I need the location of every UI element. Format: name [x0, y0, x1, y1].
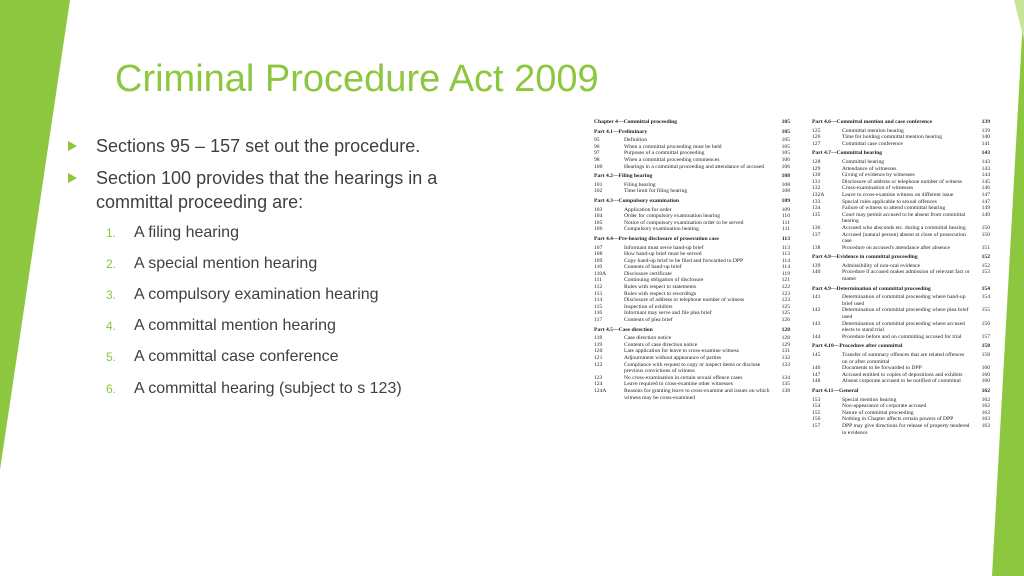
toc-page-number: 129: [781, 341, 790, 348]
toc-section-number: 104: [594, 213, 603, 220]
toc-entry: [594, 188, 790, 195]
toc-page-number: 138: [781, 387, 790, 394]
toc-entry: [594, 381, 790, 388]
toc-heading: [594, 173, 790, 180]
toc-entry: [812, 192, 990, 199]
toc-page-number: 143: [981, 158, 990, 165]
toc-section-number: 111: [594, 277, 602, 284]
bullet-text: Sections 95 – 157 set out the procedure.: [96, 136, 421, 156]
toc-section-title: Determination of committal proceeding where plea brief used: [842, 307, 969, 321]
toc-page-number: 121: [781, 277, 790, 284]
toc-section-title: Contents of plea brief: [624, 317, 673, 324]
toc-page-number: 153: [981, 269, 990, 276]
toc-section-number: 113: [594, 290, 603, 297]
toc-section-title: Transfer of summary offences that are related offences on or after committal: [842, 352, 965, 365]
toc-right-column: [812, 116, 990, 436]
toc-heading-text: Part 4.5—Case direction: [594, 326, 653, 333]
bullet-item: [68, 134, 468, 158]
toc-section-number: 118: [594, 335, 603, 342]
toc-section-title: Special mention hearing: [842, 396, 897, 403]
toc-entry: [594, 213, 790, 220]
toc-section-title: Committal case conference: [842, 140, 903, 147]
toc-entry: [594, 317, 790, 324]
toc-section-title: No cross-examination in certain sexual offence cases: [624, 374, 743, 381]
toc-section-number: 97: [594, 150, 600, 157]
toc-page-number: 106: [781, 163, 790, 170]
toc-section-title: Time for holding committal mention hearing: [842, 134, 943, 141]
toc-page-number: 108: [781, 188, 790, 195]
toc-entry: [812, 185, 990, 192]
toc-section-title: Court may permit accused to be absent from committal hearing: [842, 211, 966, 225]
toc-section-number: 134: [812, 205, 821, 212]
toc-page-number: 162: [981, 396, 990, 403]
list-number: 6.: [106, 382, 117, 396]
toc-section-title: Committal hearing: [842, 158, 885, 165]
toc-section-title: Absent corporate accused to be notified of committal: [842, 378, 961, 385]
slide-title: Criminal Procedure Act 2009: [115, 58, 599, 100]
toc-section-title: When a committal proceeding commences: [624, 156, 720, 163]
toc-heading-text: Part 4.10—Procedure after committal: [812, 343, 903, 350]
toc-section-title: Notice of compulsory examination order to be served: [624, 219, 744, 226]
toc-page-number: 160: [981, 378, 990, 385]
toc-page-number: 134: [781, 374, 790, 381]
toc-section-number: 127: [812, 140, 821, 147]
toc-page-number: 105: [781, 137, 790, 144]
toc-section-title: Copy hand-up brief to be filed and forwarded to DPP: [624, 257, 744, 264]
toc-section-title: Filing hearing: [624, 181, 656, 188]
hearing-text: A committal mention hearing: [134, 317, 336, 334]
toc-section-number: 115: [594, 303, 603, 310]
toc-heading-text: Part 4.3—Compulsory examination: [594, 197, 679, 204]
toc-heading-text: Part 4.2—Filing hearing: [594, 173, 653, 180]
toc-entry: [594, 137, 790, 144]
bullet-item: [68, 166, 468, 214]
toc-section-title: Nature of committal proceeding: [842, 409, 914, 416]
toc-section-number: 109: [594, 257, 603, 264]
toc-section-title: Non-appearance of corporate accused: [842, 403, 927, 410]
toc-entry: [812, 416, 990, 423]
toc-section-title: Nothing in Chapter affects certain powers of DPP: [842, 416, 954, 423]
toc-entry: [594, 348, 790, 355]
toc-heading: [812, 254, 990, 261]
toc-page-number: 163: [981, 409, 990, 416]
toc-section-title: Procedure before and on committing accused for trial: [842, 333, 962, 340]
toc-page-number: 147: [981, 191, 990, 198]
toc-section-number: 133: [812, 198, 821, 205]
toc-section-title: Disclosure of address or telephone number of witness: [842, 178, 963, 185]
toc-section-title: Procedure on accused's attendance after absence: [842, 244, 951, 251]
toc-page-number: 149: [981, 205, 990, 212]
toc-page-number: 114: [781, 264, 790, 271]
toc-page-number: 162: [981, 387, 990, 394]
toc-heading-text: Part 4.7—Committal hearing: [812, 150, 883, 157]
hearing-list-item: [106, 224, 239, 242]
toc-section-title: DPP may give directions for release of property tendered in evidence: [842, 422, 970, 436]
toc-page-number: 106: [781, 156, 790, 163]
toc-section-number: 116: [594, 310, 603, 317]
toc-entry: [594, 251, 790, 258]
toc-page-number: 113: [781, 244, 790, 251]
toc-entry: [812, 378, 990, 385]
toc-section-title: Hearings in a committal proceeding and attendance of accused: [624, 163, 765, 170]
toc-section-title: Compliance with request to copy or inspect items or disclose previous convictions of witness: [624, 361, 761, 375]
toc-page-number: 105: [781, 128, 790, 135]
toc-section-number: 112: [594, 284, 603, 291]
toc-section-number: 120: [594, 348, 603, 355]
toc-page-number: 156: [981, 320, 990, 327]
toc-heading-text: Chapter 4—Committal proceeding: [594, 119, 678, 125]
toc-section-number: 117: [594, 317, 603, 324]
list-number: 3.: [106, 288, 117, 302]
toc-heading: [594, 198, 790, 205]
toc-section-title: Disclosure of address or telephone number of witness: [624, 297, 745, 304]
toc-section-number: 132: [812, 185, 821, 192]
toc-heading-text: Part 4.9—Determination of committal proceeding: [812, 285, 931, 292]
toc-section-number: 155: [812, 409, 821, 416]
hearing-list-item: [106, 380, 402, 398]
toc-section-title: Disclosure certificate: [624, 270, 672, 277]
toc-page-number: 123: [781, 297, 790, 304]
toc-heading-text: Part 4.11—General: [812, 387, 859, 394]
toc-section-title: Informant must serve hand-up brief: [624, 244, 704, 251]
toc-page-number: 140: [981, 134, 990, 141]
toc-entry: [594, 362, 790, 375]
toc-section-title: Documents to be forwarded to DPP: [842, 365, 922, 372]
toc-section-title: Reasons for granting leave to cross-examine and issues on which witness may be cross-examined: [624, 387, 770, 401]
toc-heading: [812, 150, 990, 157]
toc-entry: [812, 225, 990, 232]
list-number: 1.: [106, 226, 117, 240]
toc-entry: [812, 232, 990, 245]
toc-page-number: 158: [981, 343, 990, 350]
toc-page-number: 152: [981, 262, 990, 269]
toc-section-number: 154: [812, 403, 821, 410]
toc-page-number: 135: [781, 381, 790, 388]
toc-left-column: [594, 116, 790, 401]
toc-page-number: 108: [781, 173, 790, 180]
toc-entry: [594, 220, 790, 227]
toc-entry: [812, 334, 990, 341]
toc-section-number: 137: [812, 231, 821, 238]
toc-section-title: Failure of witness to attend committal hearing: [842, 205, 946, 212]
toc-page-number: 132: [781, 355, 790, 361]
toc-section-number: 102: [594, 188, 603, 195]
toc-page-number: 149: [981, 211, 990, 218]
toc-section-number: 157: [812, 422, 821, 429]
toc-page-number: 108: [781, 181, 790, 188]
toc-entry: [812, 269, 990, 282]
toc-page-number: 122: [781, 284, 790, 291]
toc-page-number: 158: [981, 352, 990, 358]
toc-entry: [594, 375, 790, 382]
toc-section-title: Giving of evidence by witnesses: [842, 172, 915, 179]
toc-section-title: Procedure if accused makes admission of relevant fact or matter: [842, 269, 970, 283]
toc-section-number: 130: [812, 172, 821, 179]
toc-section-number: 131: [812, 178, 821, 185]
toc-heading-text: Part 4.1—Preliminary: [594, 128, 648, 135]
toc-page-number: 109: [781, 197, 790, 204]
list-number: 2.: [106, 257, 117, 271]
toc-page-number: 105: [781, 143, 790, 150]
toc-page-number: 144: [981, 172, 990, 179]
toc-section-title: Rules with respect to recordings: [624, 290, 697, 297]
toc-section-number: 125: [812, 127, 821, 134]
toc-section-number: 143: [812, 320, 821, 327]
toc-page-number: 150: [981, 224, 990, 231]
toc-section-number: 123: [594, 374, 603, 381]
toc-section-number: 141: [812, 294, 821, 301]
toc-entry: [594, 157, 790, 164]
toc-page-number: 123: [781, 290, 790, 297]
toc-page-number: 154: [981, 285, 990, 292]
toc-section-number: 114: [594, 297, 603, 304]
toc-page-number: 162: [981, 403, 990, 410]
toc-entry: [594, 284, 790, 291]
toc-section-number: 144: [812, 333, 821, 340]
toc-entry: [594, 297, 790, 304]
toc-page-number: 143: [981, 165, 990, 172]
toc-page-number: 146: [981, 185, 990, 192]
toc-entry: [812, 245, 990, 252]
toc-page-number: 110: [781, 213, 790, 220]
toc-section-number: 148: [812, 378, 821, 385]
toc-page-number: 114: [781, 257, 790, 264]
toc-heading: [812, 388, 990, 395]
toc-section-number: 110: [594, 264, 603, 271]
bullet-arrow-icon: [68, 173, 77, 183]
toc-section-number: 146: [812, 365, 821, 372]
toc-entry: [812, 365, 990, 372]
toc-heading-text: Part 4.8—Evidence in committal proceeding: [812, 254, 918, 261]
toc-page-number: 155: [981, 307, 990, 314]
toc-page-number: 150: [981, 231, 990, 238]
toc-entry: [594, 388, 790, 401]
toc-heading: [594, 119, 790, 126]
toc-page-number: 131: [781, 348, 790, 355]
toc-page-number: 105: [781, 150, 790, 157]
toc-page-number: 111: [782, 219, 790, 226]
hearing-text: A filing hearing: [134, 224, 239, 241]
toc-section-number: 142: [812, 307, 821, 314]
left-green-accent: [0, 0, 80, 576]
toc-page-number: 147: [981, 198, 990, 205]
toc-section-title: How hand-up brief must be served: [624, 251, 702, 258]
hearing-list-item: [106, 348, 339, 366]
bullet-text: Section 100 provides that the hearings in a committal proceeding are:: [96, 168, 438, 212]
toc-section-title: Accused (natural person) absent at close of prosecution case: [842, 231, 966, 245]
toc-page-number: 125: [781, 310, 790, 317]
toc-page-number: 141: [981, 140, 990, 147]
toc-section-number: 156: [812, 416, 821, 423]
toc-page-number: 128: [781, 335, 790, 342]
toc-page-number: 139: [981, 119, 990, 125]
toc-page-number: 113: [781, 235, 790, 242]
toc-section-number: 107: [594, 244, 603, 251]
toc-page-number: 152: [981, 254, 990, 261]
toc-section-number: 126: [812, 134, 821, 141]
toc-page-number: 160: [981, 371, 990, 378]
toc-page-number: 125: [781, 303, 790, 310]
toc-section-number: 124: [594, 381, 603, 388]
toc-entry: [812, 403, 990, 410]
toc-page-number: 143: [981, 150, 990, 157]
toc-section-number: 119: [594, 341, 603, 348]
toc-page-number: 128: [781, 326, 790, 333]
toc-entry: [812, 205, 990, 212]
toc-section-number: 140: [812, 269, 821, 276]
toc-section-title: Late application for leave to cross-examine witness: [624, 348, 739, 355]
toc-page-number: 154: [981, 294, 990, 301]
toc-section-number: 105: [594, 219, 603, 226]
toc-heading: [812, 286, 990, 293]
toc-section-number: 147: [812, 371, 821, 378]
toc-entry: [812, 134, 990, 141]
toc-section-title: Determination of committal proceeding where hand-up brief used: [842, 294, 966, 307]
hearing-list-item: [106, 255, 317, 273]
toc-section-number: 100: [594, 163, 603, 170]
hearing-text: A committal hearing (subject to s 123): [134, 380, 402, 397]
toc-page-number: 145: [981, 178, 990, 185]
toc-page-number: 126: [781, 317, 790, 324]
toc-section-number: 138: [812, 244, 821, 251]
toc-section-title: Accused entitled to copies of depositions and exhibits: [842, 371, 963, 378]
toc-section-title: Admissibility of non-oral evidence: [842, 262, 921, 269]
toc-section-number: 122: [594, 361, 603, 368]
toc-entry: [594, 335, 790, 342]
toc-section-number: 129: [812, 165, 821, 172]
bullet-arrow-icon: [68, 141, 77, 151]
toc-heading: [594, 236, 790, 243]
toc-section-title: Special rules applicable to sexual offences: [842, 198, 937, 205]
toc-section-number: 95: [594, 137, 600, 144]
toc-page-number: 119: [781, 270, 790, 277]
toc-entry: [812, 423, 990, 436]
toc-section-number: 145: [812, 352, 821, 358]
toc-entry: [812, 212, 990, 225]
toc-page-number: 163: [981, 416, 990, 423]
toc-section-number: 103: [594, 206, 603, 213]
toc-section-title: Committal mention hearing: [842, 127, 904, 134]
toc-heading: [594, 327, 790, 334]
toc-section-number: 124A: [594, 387, 607, 394]
toc-page-number: 133: [781, 361, 790, 368]
toc-section-title: Application for order: [624, 206, 672, 213]
toc-heading-text: Part 4.6—Committal mention and case conference: [812, 119, 933, 125]
list-number: 4.: [106, 319, 117, 333]
toc-heading: [812, 343, 990, 350]
toc-section-number: 132A: [812, 191, 825, 198]
toc-entry: [812, 294, 990, 307]
toc-section-number: 101: [594, 181, 603, 188]
toc-section-title: Compulsory examination hearing: [624, 226, 699, 233]
toc-section-title: Contents of case direction notice: [624, 341, 698, 348]
toc-page-number: 113: [781, 251, 790, 258]
hearing-text: A compulsory examination hearing: [134, 286, 379, 303]
hearing-text: A committal case conference: [134, 348, 339, 365]
toc-section-title: Adjournment without appearance of parties: [624, 355, 722, 361]
toc-page-number: 139: [981, 127, 990, 134]
toc-section-title: Attendance of witnesses: [842, 165, 897, 172]
toc-page-number: 109: [781, 206, 790, 213]
toc-entry: [812, 321, 990, 334]
toc-section-title: Determination of committal proceeding where accused elects to stand trial: [842, 320, 965, 334]
toc-section-title: Leave required to cross-examine other witnesses: [624, 381, 733, 388]
toc-section-number: 135: [812, 211, 821, 218]
toc-section-title: Case direction notice: [624, 335, 672, 342]
toc-section-number: 136: [812, 224, 821, 231]
toc-section-number: 153: [812, 396, 821, 403]
toc-page-number: 160: [981, 365, 990, 372]
toc-section-title: Informant may serve and file plea brief: [624, 310, 712, 317]
toc-section-title: Purposes of a committal proceeding: [624, 150, 705, 157]
toc-heading: [812, 119, 990, 126]
toc-section-number: 139: [812, 262, 821, 269]
toc-section-number: 98: [594, 156, 600, 163]
toc-entry: [594, 150, 790, 157]
toc-section-number: 96: [594, 143, 600, 150]
toc-entry: [594, 355, 790, 362]
toc-heading: [594, 129, 790, 136]
toc-section-number: 128: [812, 158, 821, 165]
toc-entry: [812, 352, 990, 365]
toc-section-number: 106: [594, 226, 603, 233]
toc-entry: [594, 277, 790, 284]
toc-section-title: Definition: [624, 137, 647, 144]
toc-entry: [594, 226, 790, 233]
toc-entry: [594, 264, 790, 271]
toc-section-title: Continuing obligation of disclosure: [624, 277, 704, 284]
toc-page-number: 151: [981, 244, 990, 251]
list-number: 5.: [106, 350, 117, 364]
toc-entry: [812, 307, 990, 320]
hearing-text: A special mention hearing: [134, 255, 318, 272]
toc-page-number: 105: [781, 119, 790, 125]
toc-heading-text: Part 4.4—Pre-hearing disclosure of prosecution case: [594, 235, 719, 242]
toc-section-number: 121: [594, 355, 603, 361]
toc-entry: [594, 164, 790, 171]
toc-section-title: Cross-examination of witnesses: [842, 185, 914, 192]
toc-section-title: Inspection of exhibits: [624, 303, 673, 310]
toc-section-title: When a committal proceeding must be held: [624, 143, 722, 150]
toc-section-title: Accused who absconds etc. during a committal hearing: [842, 224, 966, 231]
toc-section-title: Rules with respect to statements: [624, 284, 697, 291]
hearing-list-item: [106, 286, 379, 304]
toc-section-title: Contents of hand-up brief: [624, 264, 682, 271]
toc-section-title: Leave to cross-examine witness on different issue: [842, 191, 954, 198]
toc-page-number: 157: [981, 333, 990, 340]
toc-page-number: 163: [981, 422, 990, 429]
toc-section-number: 110A: [594, 270, 607, 277]
toc-page-number: 111: [782, 226, 790, 233]
toc-entry: [812, 172, 990, 179]
toc-section-number: 108: [594, 251, 603, 258]
toc-section-title: Time limit for filing hearing: [624, 188, 688, 195]
toc-entry: [812, 141, 990, 148]
toc-section-title: Order for compulsory examination hearing: [624, 213, 720, 220]
hearing-list-item: [106, 317, 336, 335]
toc-entry: [812, 159, 990, 166]
